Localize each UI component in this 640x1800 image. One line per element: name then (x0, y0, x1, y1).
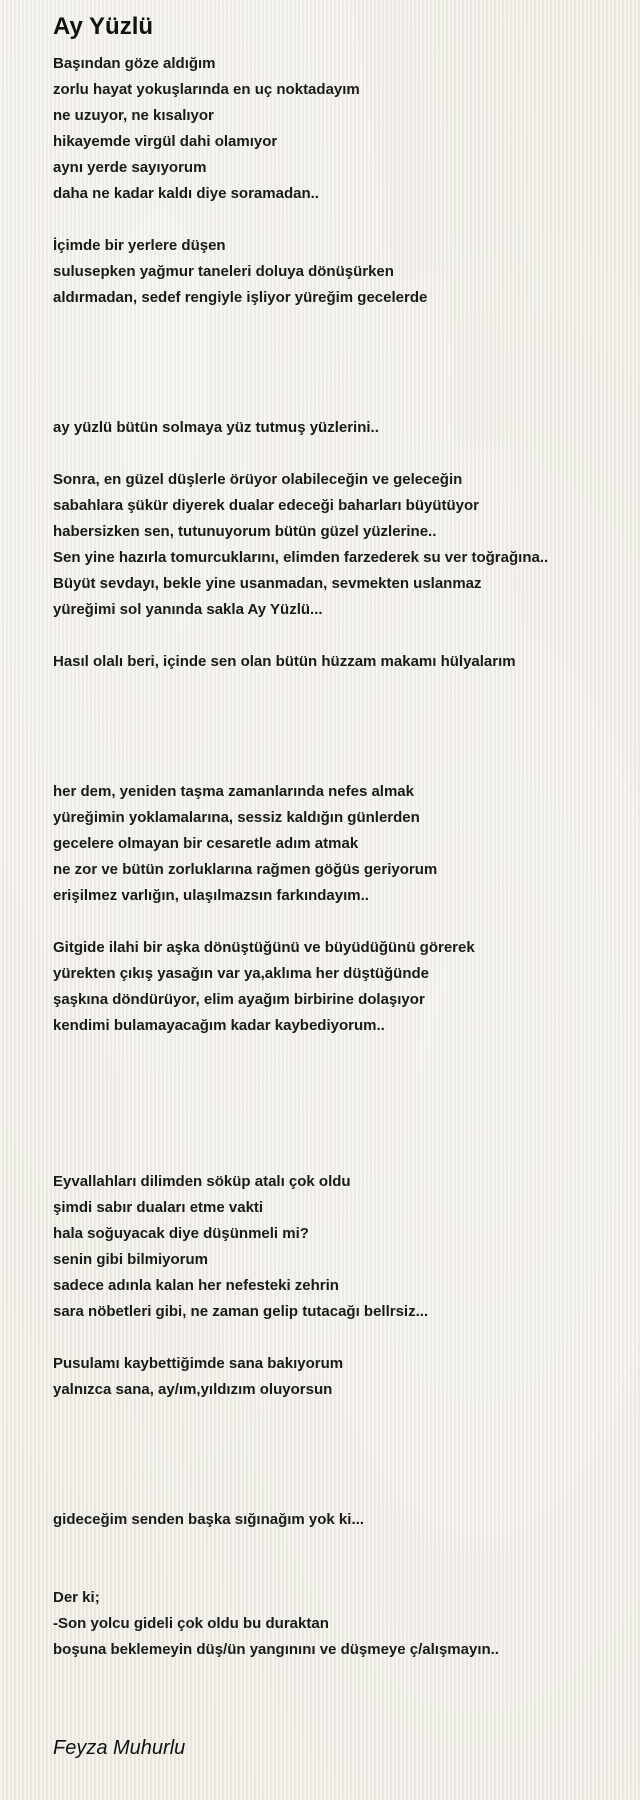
poem-author: Feyza Muhurlu (53, 1737, 186, 1759)
poem-container (53, 0, 613, 1663)
poem-body: Başından göze aldığım zorlu hayat yokuşlarında en uç noktadayım ne uzuyor, ne kısalıyor hikayemde virgül dahi olamıyor aynı yerde sayıyorum daha ne kadar kaldı diye soramadan.. İçimde bir yerlere düşen sulusepken yağmur taneleri doluya dönüşürken aldırmadan, sedef rengiyle işliyor yüreğim gecelerde ay yüzlü bütün solmaya yüz tutmuş yüzlerini.. Sonra, en güzel düşlerle örüyor olabileceğin ve geleceğin sabahlara şükür diyerek dualar edeceği baharları büyütüyor habersizken sen, tutunuyorum bütün güzel yüzlerine.. Sen yine hazırla tomurcuklarını, elimden farzederek su ver toğrağına.. Büyüt sevdayı, bekle yine usanmadan, sevmekten uslanmaz yüreğimi sol yanında sakla Ay Yüzlü... Hasıl olalı beri, içinde sen olan bütün hüzzam makamı hülyalarım her dem, yeniden taşma zamanlarında nefes almak yüreğimin yoklamalarına, sessiz kaldığın günlerden gecelere olmayan bir cesaretle adım atmak ne zor ve bütün zorluklarına rağmen göğüs geriyorum erişilmez varlığın, ulaşılmazsın farkındayım.. Gitgide ilahi bir aşka dönüştüğünü ve büyüdüğünü görerek yürekten çıkış yasağın var ya,aklıma her düştüğünde şaşkına döndürüyor, elim ayağım birbirine dolaşıyor kendimi bulamayacağım kadar kaybediyorum.. Eyvallahları dilimden söküp atalı çok oldu şimdi sabır duaları etme vakti hala soğuyacak diye düşünmeli mi? senin gibi bilmiyorum sadece adınla kalan her nefesteki zehrin sara nöbetleri gibi, ne zaman gelip tutacağı bellrsiz... Pusulamı kaybettiğimde sana bakıyorum yalnızca sana, ay/ım,yıldızım oluyorsun gideceğim senden başka sığınağım yok ki... Der ki; -Son yolcu gideli çok oldu bu duraktan boşuna beklemeyin düş/ün yangınını ve düşmeye ç/alışmayın.. (53, 55, 549, 1658)
poem-title: Ay Yüzlü (53, 13, 154, 40)
